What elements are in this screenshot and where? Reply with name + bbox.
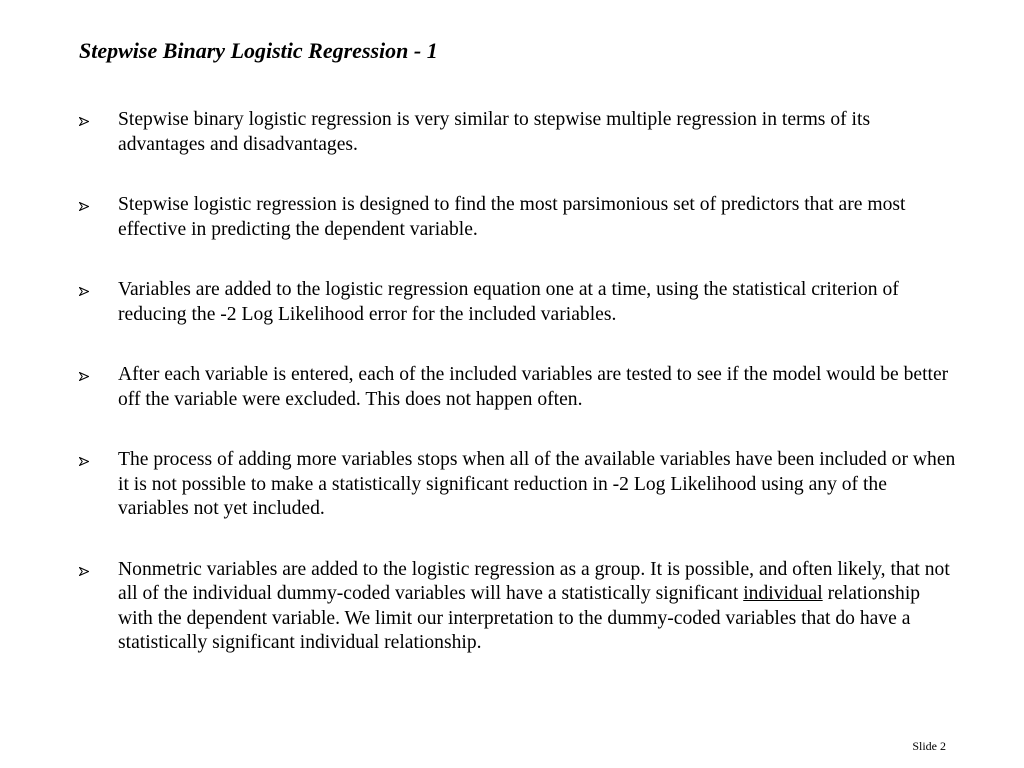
underlined-word: individual — [743, 583, 823, 604]
bullet-item — [79, 278, 959, 327]
arrowhead-bullet-icon — [79, 278, 93, 303]
bullet-text: After each variable is entered, each of the included variables are tested to see if the model would be better off the variable were excluded. This does not happen often. — [118, 364, 949, 410]
bullet-text-after: relationship with the dependent variable. We limit our interpretation to the dummy-coded variables that do have a statistically significant individual relationship. — [118, 583, 921, 653]
arrowhead-bullet-icon — [79, 108, 93, 133]
bullet-item — [79, 363, 959, 412]
bullet-text: Variables are added to the logistic regression equation one at a time, using the statistical criterion of reducing the -2 Log Likelihood error for the included variables. — [118, 279, 899, 325]
arrowhead-bullet-icon — [79, 448, 93, 473]
bullet-text-before: Nonmetric variables are added to the logistic regression as a group. It is possible, and often likely, that not all of the individual dummy-coded variables will have a statistically significant — [118, 558, 950, 604]
bullet-text — [118, 559, 950, 654]
arrowhead-bullet-icon — [79, 193, 93, 218]
slide-number: Slide 2 — [912, 739, 946, 753]
bullet-item — [79, 193, 959, 242]
arrowhead-bullet-icon — [79, 558, 93, 583]
bullet-text: Stepwise binary logistic regression is very similar to stepwise multiple regression in terms of its advantages and disadvantages. — [118, 109, 871, 155]
arrowhead-bullet-icon — [79, 363, 93, 388]
bullet-text: Stepwise logistic regression is designed to find the most parsimonious set of predictors that are most effective in predicting the dependent variable. — [118, 194, 906, 240]
bullet-item — [79, 108, 959, 157]
slide-title: Stepwise Binary Logistic Regression - 1 — [79, 38, 438, 63]
bullet-item — [79, 558, 959, 656]
bullet-item — [79, 448, 959, 522]
bullet-text: The process of adding more variables stops when all of the available variables have been included or when it is not possible to make a statistically significant reduction in -2 Log Likelihood using any of the variables not yet included. — [118, 449, 956, 519]
bullet-list — [79, 108, 959, 656]
